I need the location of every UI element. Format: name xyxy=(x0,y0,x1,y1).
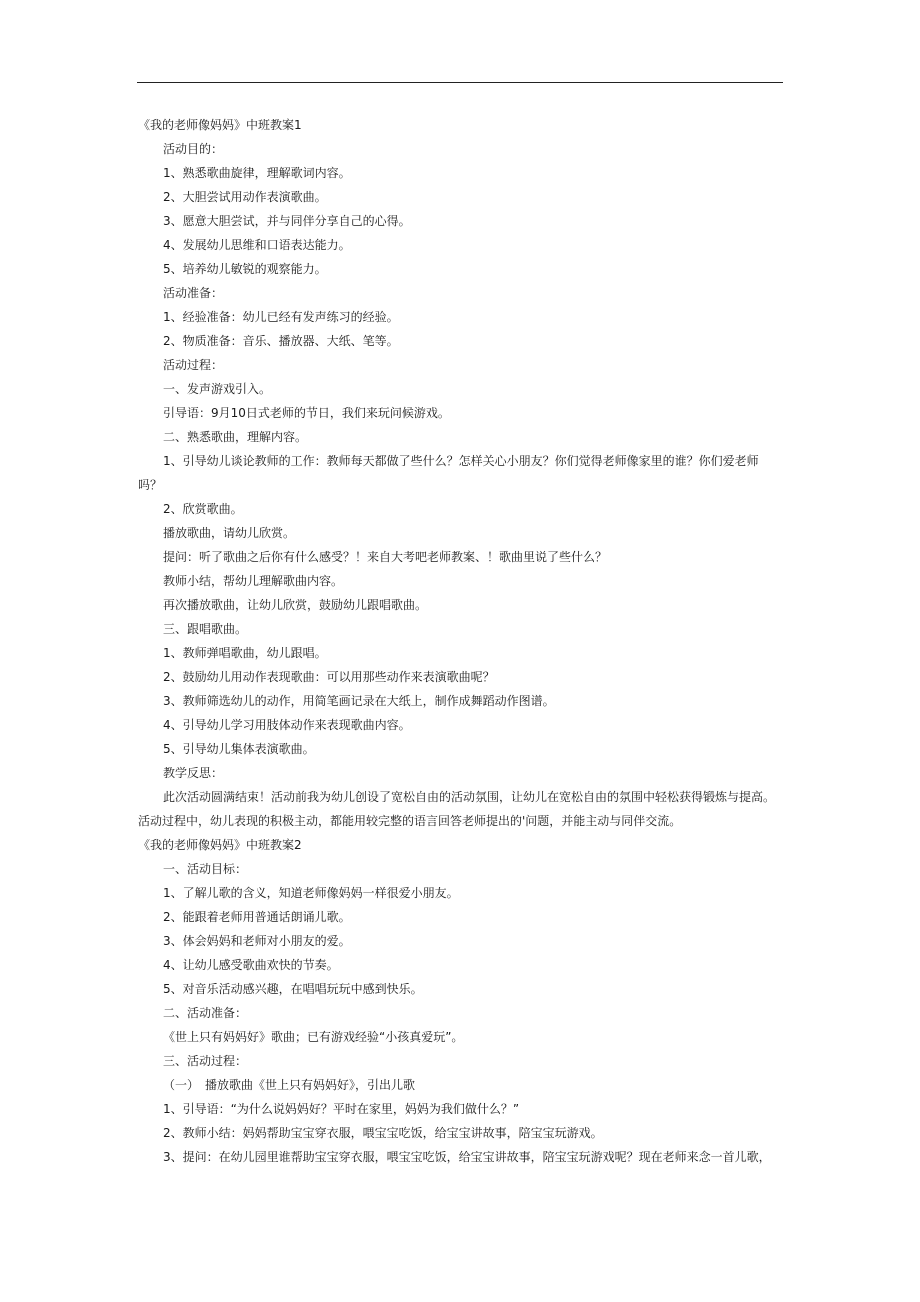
text-line: 4、发展幼儿思维和口语表达能力。 xyxy=(163,238,351,252)
text-line: 1、经验准备：幼儿已经有发声练习的经验。 xyxy=(163,310,399,324)
text-line: 《世上只有妈妈好》歌曲；已有游戏经验“小孩真爱玩”。 xyxy=(163,1030,464,1044)
header-rule xyxy=(137,82,783,83)
text-line: 3、提问：在幼儿园里谁帮助宝宝穿衣服，喂宝宝吃饭，给宝宝讲故事，陪宝宝玩游戏呢？现在老师来念一首儿歌， xyxy=(163,1150,771,1164)
text-line: 2、能跟着老师用普通话朗诵儿歌。 xyxy=(163,910,351,924)
text-line: 播放歌曲，请幼儿欣赏。 xyxy=(163,526,296,540)
text-line: 1、了解儿歌的含义，知道老师像妈妈一样很爱小朋友。 xyxy=(163,886,459,900)
text-line: 1、教师弹唱歌曲，幼儿跟唱。 xyxy=(163,646,327,660)
text-line: 二、熟悉歌曲，理解内容。 xyxy=(163,430,308,444)
text-line: 活动过程： xyxy=(163,358,224,372)
text-line: 教学反思： xyxy=(163,766,224,780)
text-line: 活动准备： xyxy=(163,286,224,300)
text-line: 活动目的： xyxy=(163,142,224,156)
text-line: 一、活动目标： xyxy=(163,862,248,876)
text-line: 3、愿意大胆尝试，并与同伴分享自己的心得。 xyxy=(163,214,411,228)
text-line: 提问：听了歌曲之后你有什么感受？！来自大考吧老师教案、！歌曲里说了些什么？ xyxy=(163,550,608,564)
text-line: 再次播放歌曲，让幼儿欣赏，鼓励幼儿跟唱歌曲。 xyxy=(163,598,428,612)
text-line: 1、引导幼儿谈论教师的工作：教师每天都做了些什么？怎样关心小朋友？你们觉得老师像家里的谁？你们爱老师 xyxy=(163,454,759,468)
text-line: 2、欣赏歌曲。 xyxy=(163,502,243,516)
text-line: 二、活动准备： xyxy=(163,1006,248,1020)
text-line: 1、熟悉歌曲旋律，理解歌词内容。 xyxy=(163,166,351,180)
text-line: 5、培养幼儿敏锐的观察能力。 xyxy=(163,262,327,276)
document-body xyxy=(138,113,792,1169)
text-line: 1、引导语：“为什么说妈妈好？平时在家里，妈妈为我们做什么？” xyxy=(163,1102,520,1116)
text-line: 4、引导幼儿学习用肢体动作来表现歌曲内容。 xyxy=(163,718,411,732)
text-line: 2、鼓励幼儿用动作表现歌曲：可以用那些动作来表演歌曲呢？ xyxy=(163,670,495,684)
text-line: 引导语：9月10日式老师的节日，我们来玩问候游戏。 xyxy=(163,406,450,420)
text-line: 2、大胆尝试用动作表演歌曲。 xyxy=(163,190,327,204)
text-line: 教师小结，帮幼儿理解歌曲内容。 xyxy=(163,574,344,588)
text-line: 《我的老师像妈妈》中班教案1 xyxy=(138,118,302,132)
text-line: 3、教师筛选幼儿的动作，用简笔画记录在大纸上，制作成舞蹈动作图谱。 xyxy=(163,694,555,708)
text-line: 此次活动圆满结束！活动前我为幼儿创设了宽松自由的活动氛围，让幼儿在宽松自由的氛围中轻松获得锻炼与提高。 xyxy=(163,790,776,804)
text-line: 三、活动过程： xyxy=(163,1054,248,1068)
text-line: 2、教师小结：妈妈帮助宝宝穿衣服，喂宝宝吃饭，给宝宝讲故事，陪宝宝玩游戏。 xyxy=(163,1126,603,1140)
text-line: 4、让幼儿感受歌曲欢快的节奏。 xyxy=(163,958,339,972)
text-line: 5、对音乐活动感兴趣，在唱唱玩玩中感到快乐。 xyxy=(163,982,423,996)
text-line: 3、体会妈妈和老师对小朋友的爱。 xyxy=(163,934,351,948)
text-line: 活动过程中，幼儿表现的积极主动，都能用较完整的语言回答老师提出的'问题，并能主动与同伴交流。 xyxy=(138,814,682,828)
text-line: 《我的老师像妈妈》中班教案2 xyxy=(138,838,302,852)
text-line: 三、跟唱歌曲。 xyxy=(163,622,248,636)
text-line: （一） 播放歌曲《世上只有妈妈好》，引出儿歌 xyxy=(163,1078,416,1092)
text-line: 一、发声游戏引入。 xyxy=(163,382,272,396)
text-line: 吗？ xyxy=(138,478,163,492)
text-line: 2、物质准备：音乐、播放器、大纸、笔等。 xyxy=(163,334,399,348)
text-line: 5、引导幼儿集体表演歌曲。 xyxy=(163,742,315,756)
